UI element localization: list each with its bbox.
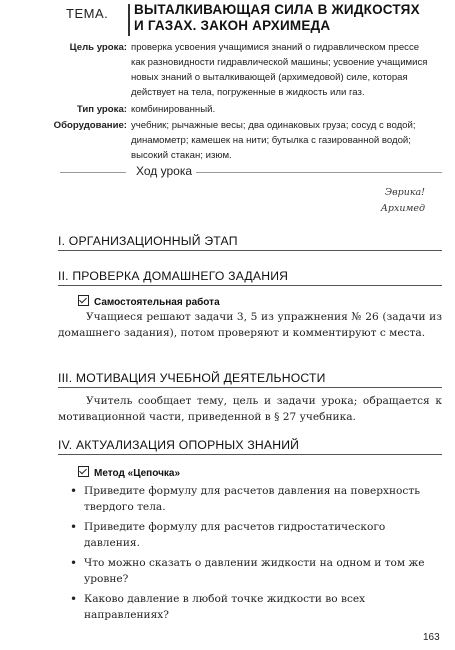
list-item: • Приведите формулу для расчетов давления на поверхность твердого тела. bbox=[68, 483, 442, 515]
section-2-paragraph bbox=[58, 309, 442, 341]
section-2-sub-label: Самостоятельная работа bbox=[94, 297, 220, 308]
section-3-text: Учитель сообщает тему, цель и задачи урока; обращается к мотивационной части, приведенной в § 27 учебника. bbox=[58, 395, 442, 423]
list-item: • Каково давление в любой точке жидкости во всех направлениях? bbox=[68, 591, 442, 623]
page-number: 163 bbox=[423, 632, 440, 643]
list-item: • Что можно сказать о давлении жидкости на одном и том же уровне? bbox=[68, 555, 442, 587]
epigraph-author: Архимед bbox=[380, 203, 425, 214]
type-label: Тип урока: bbox=[76, 104, 127, 115]
section-4-list bbox=[68, 483, 442, 627]
checkbox-icon bbox=[78, 466, 89, 477]
lesson-flow-rule-left bbox=[60, 172, 126, 173]
section-1-heading: I. ОРГАНИЗАЦИОННЫЙ ЭТАП bbox=[58, 234, 442, 251]
section-2-heading: II. ПРОВЕРКА ДОМАШНЕГО ЗАДАНИЯ bbox=[58, 269, 442, 286]
equipment-text: учебник; рычажные весы; два одинаковых груза; сосуд с водой; динамометр; камешек на нити; бутылка с газированной водой; высокий стакан; изюм. bbox=[131, 120, 416, 161]
topic-label: ТЕМА. bbox=[66, 6, 109, 21]
epigraph-quote: Эврика! bbox=[384, 187, 425, 198]
list-item: • Приведите формулу для расчетов гидростатического давления. bbox=[68, 519, 442, 551]
section-4-subheading bbox=[78, 466, 180, 479]
section-3-paragraph bbox=[58, 393, 442, 425]
section-3-heading: III. МОТИВАЦИЯ УЧЕБНОЙ ДЕЯТЕЛЬНОСТИ bbox=[58, 371, 442, 388]
type-text: комбинированный. bbox=[131, 104, 216, 115]
topic-divider bbox=[128, 4, 130, 36]
page-title bbox=[134, 2, 434, 34]
section-2-text: Учащиеся решают задачи 3, 5 из упражнения № 26 (задачи из домашнего задания), потом проверяют и комментируют с места. bbox=[58, 311, 442, 339]
section-4-sub-label: Метод «Цепочка» bbox=[94, 468, 181, 479]
title-line-2: И ГАЗАХ. ЗАКОН АРХИМЕДА bbox=[134, 18, 331, 33]
checkbox-icon bbox=[78, 295, 89, 306]
equipment-label: Оборудование: bbox=[53, 120, 127, 131]
lesson-flow-title: Ход урока bbox=[136, 164, 193, 178]
section-4-heading: IV. АКТУАЛИЗАЦИЯ ОПОРНЫХ ЗНАНИЙ bbox=[58, 438, 442, 455]
goal-text: проверка усвоения учащимися знаний о гидравлическом прессе как разновидности гидравлической машины; усвоение учащимися новых знаний о выталкивающей (архимедовой) силе, которая действует на тела, погруженные в жидкость или газ. bbox=[131, 42, 428, 98]
goal-label: Цель урока: bbox=[69, 42, 127, 53]
lesson-flow-rule-right bbox=[196, 172, 442, 173]
title-line-1: ВЫТАЛКИВАЮЩАЯ СИЛА В ЖИДКОСТЯХ bbox=[134, 2, 420, 17]
section-2-subheading bbox=[78, 295, 220, 308]
